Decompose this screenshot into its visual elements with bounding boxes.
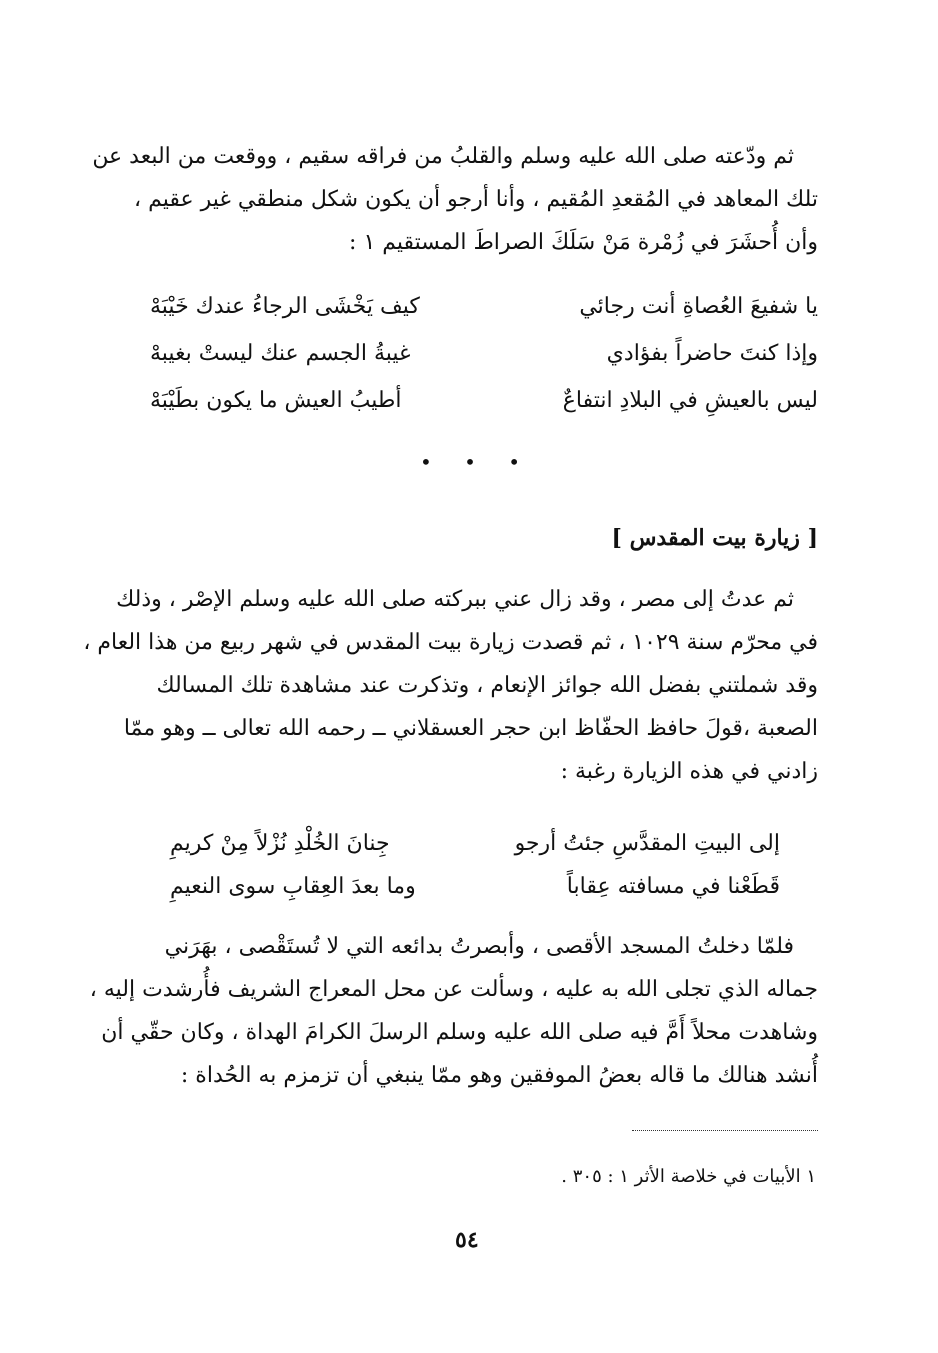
separator-dot: • bbox=[420, 450, 432, 474]
closing-paragraph bbox=[89, 925, 818, 1097]
separator-dot: • bbox=[508, 450, 520, 474]
poem-verses-1 bbox=[150, 283, 818, 424]
paragraph-line: فلمّا دخلتُ المسجد الأقصى ، وأبصرتُ بدائعه التي لا تُستَقْصى ، بهَرَني bbox=[164, 934, 794, 959]
separator-dot: • bbox=[464, 450, 476, 474]
verse-line bbox=[150, 377, 818, 424]
verse-second-hemistich: جِنانَ الخُلْدِ نُزْلاً مِنْ كريمِ bbox=[170, 831, 390, 856]
paragraph-line: جماله الذي تجلى الله به عليه ، وسألت عن محل المعراج الشريف فأُرشدت إليه ، bbox=[89, 977, 818, 1002]
paragraph-line: تلك المعاهد في المُقعدِ المُقيم ، وأنا أرجو أن يكون شكل منطقي غير عقيم ، bbox=[134, 187, 818, 212]
verse-line bbox=[150, 283, 818, 330]
paragraph-line: ثم ودّعته صلى الله عليه وسلم والقلبُ من فراقه سقيم ، ووقعت من البعد عن bbox=[92, 144, 794, 169]
paragraph-line: في محرّم سنة ١٠٢٩ ، ثم قصدت زيارة بيت المقدس في شهر ربيع من هذا العام ، bbox=[83, 630, 818, 655]
footnote: ١ الأبيات في خلاصة الأثر ١ : ٣٠٥ . bbox=[561, 1166, 816, 1187]
paragraph-line: وأن أُحشَرَ في زُمْرة مَنْ سَلَكَ الصراطَ المستقيم ١ : bbox=[349, 230, 818, 255]
verse-second-hemistich: وما بعدَ العِقابِ سوى النعيمِ bbox=[170, 874, 416, 899]
verse-line bbox=[170, 822, 780, 865]
verse-first-hemistich: ليس بالعيشِ في البلادِ انتفاعٌ bbox=[562, 388, 818, 413]
verse-second-hemistich: أطيبُ العيش ما يكون بطَيْبَهْ bbox=[150, 388, 402, 413]
verse-first-hemistich: إلى البيتِ المقدَّسِ جئتُ أرجو bbox=[514, 831, 780, 856]
verse-line bbox=[170, 865, 780, 908]
poem-verses-2 bbox=[170, 822, 780, 908]
verse-second-hemistich: كيف يَخْشَى الرجاءُ عندك خَيْبَهْ bbox=[150, 294, 420, 319]
paragraph-line: ثم عدتُ إلى مصر ، وقد زال عني ببركته صلى الله عليه وسلم الإصْر ، وذلك bbox=[116, 587, 794, 612]
verse-line bbox=[150, 330, 818, 377]
section-heading: [ زيارة بيت المقدس ] bbox=[611, 525, 818, 551]
page-number: ٥٤ bbox=[455, 1227, 479, 1253]
verse-second-hemistich: غيبةُ الجسم عنك ليستْ بغيبهْ bbox=[150, 341, 411, 366]
intro-paragraph bbox=[92, 135, 818, 264]
verse-first-hemistich: قَطَعْنا في مسافته عِقاباً bbox=[566, 874, 780, 899]
paragraph-line: الصعبة ،قولَ حافظ الحفّاظ ابن حجر العسقلاني ــ رحمه الله تعالى ــ وهو ممّا bbox=[123, 716, 818, 741]
section-separator bbox=[420, 450, 520, 474]
section-paragraph bbox=[83, 578, 818, 793]
paragraph-line: وشاهدت محلاً أَمَّ فيه صلى الله عليه وسلم الرسلَ الكرامَ الهداة ، وكان حقّي أن bbox=[101, 1020, 818, 1045]
verse-first-hemistich: وإذا كنتَ حاضراً بفؤادي bbox=[606, 341, 818, 366]
paragraph-line: وقد شملتني بفضل الله جوائز الإنعام ، وتذكرت عند مشاهدة تلك المسالك bbox=[156, 673, 818, 698]
verse-first-hemistich: يا شفيعَ العُصاةِ أنت رجائي bbox=[579, 294, 818, 319]
paragraph-line: أُنشد هنالك ما قاله بعضُ الموفقين وهو ممّا ينبغي أن تزمزم به الحُداة : bbox=[180, 1063, 818, 1088]
paragraph-line: زادني في هذه الزيارة رغبة : bbox=[560, 759, 818, 784]
footnote-divider bbox=[632, 1130, 818, 1131]
